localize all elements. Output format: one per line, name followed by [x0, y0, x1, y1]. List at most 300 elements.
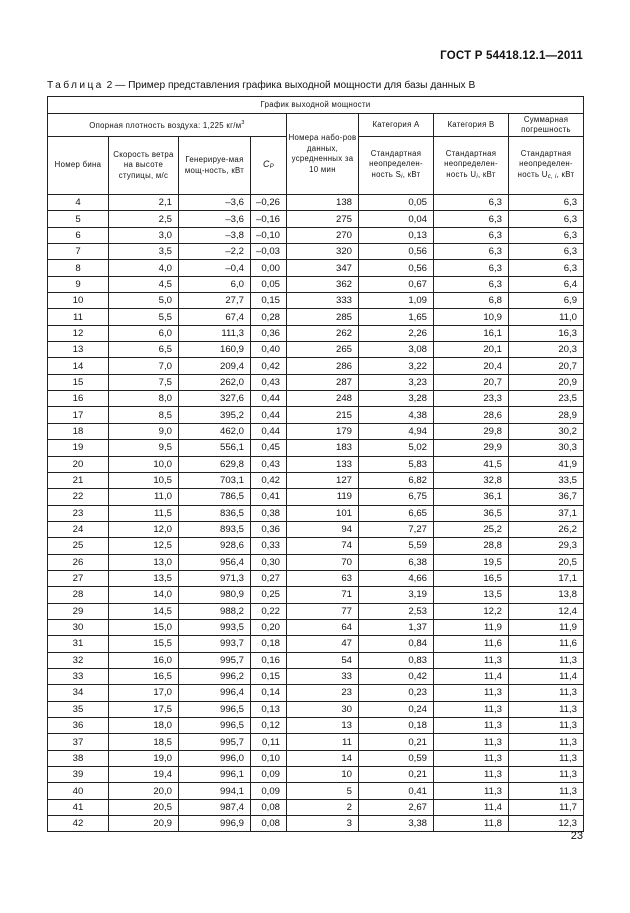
- power-output-cell: 987,4: [179, 799, 251, 815]
- std-uncertainty-si-cell: 4,38: [359, 407, 434, 423]
- bin-number-cell: 8: [48, 260, 109, 276]
- table-row: [48, 538, 584, 554]
- table-row: [48, 342, 584, 358]
- power-coefficient-cell: 0,16: [251, 652, 287, 668]
- std-uncertainty-uci-cell: 11,3: [509, 701, 584, 717]
- document-id: ГОСТ Р 54418.12.1—2011: [440, 50, 583, 62]
- power-output-cell: 993,5: [179, 619, 251, 635]
- std-uncertainty-ui-cell: 36,1: [434, 489, 509, 505]
- bin-number-cell: 30: [48, 619, 109, 635]
- power-coefficient-cell: 0,38: [251, 505, 287, 521]
- std-uncertainty-si-cell: 3,19: [359, 587, 434, 603]
- dataset-count-cell: 265: [287, 342, 359, 358]
- std-uncertainty-ui-cell: 11,8: [434, 816, 509, 832]
- bin-number-cell: 38: [48, 750, 109, 766]
- power-coefficient-cell: 0,09: [251, 783, 287, 799]
- caption-number: 2: [106, 80, 113, 91]
- std-uncertainty-si-cell: 6,38: [359, 554, 434, 570]
- power-output-cell: 971,3: [179, 570, 251, 586]
- std-uncertainty-si-cell: 0,18: [359, 718, 434, 734]
- power-output-cell: –3,8: [179, 227, 251, 243]
- std-uncertainty-ui-cell: 25,2: [434, 521, 509, 537]
- dataset-count-cell: 270: [287, 227, 359, 243]
- std-uncertainty-uci-cell: 30,2: [509, 423, 584, 439]
- dataset-count-cell: 71: [287, 587, 359, 603]
- std-uncertainty-ui-cell: 11,3: [434, 783, 509, 799]
- power-output-cell: 629,8: [179, 456, 251, 472]
- table-row: [48, 603, 584, 619]
- std-uncertainty-si-cell: 0,59: [359, 750, 434, 766]
- std-uncertainty-uci-cell: 11,7: [509, 799, 584, 815]
- std-uncertainty-si-cell: 5,02: [359, 440, 434, 456]
- table-row: [48, 718, 584, 734]
- wind-speed-cell: 6,5: [109, 342, 179, 358]
- table-row: [48, 211, 584, 227]
- table-row: [48, 652, 584, 668]
- bin-number-cell: 29: [48, 603, 109, 619]
- bin-number-cell: 18: [48, 423, 109, 439]
- table-row: [48, 309, 584, 325]
- std-uncertainty-uci-cell: 41,9: [509, 456, 584, 472]
- power-output-cell: 988,2: [179, 603, 251, 619]
- power-coefficient-cell: 0,05: [251, 276, 287, 292]
- std-uncertainty-si-cell: 0,05: [359, 195, 434, 211]
- power-coefficient-cell: 0,30: [251, 554, 287, 570]
- wind-speed-cell: 17,5: [109, 701, 179, 717]
- dataset-count-cell: 10: [287, 767, 359, 783]
- std-uncertainty-uci-cell: 11,3: [509, 734, 584, 750]
- wind-speed-cell: 8,0: [109, 391, 179, 407]
- bin-number-cell: 42: [48, 816, 109, 832]
- dataset-count-cell: 63: [287, 570, 359, 586]
- bin-number-cell: 32: [48, 652, 109, 668]
- std-uncertainty-uci-cell: 6,3: [509, 195, 584, 211]
- bin-number-cell: 20: [48, 456, 109, 472]
- std-uncertainty-uci-cell: 11,3: [509, 783, 584, 799]
- table-row: [48, 816, 584, 832]
- bin-number-cell: 39: [48, 767, 109, 783]
- power-output-cell: –3,6: [179, 195, 251, 211]
- bin-number-cell: 35: [48, 701, 109, 717]
- wind-speed-cell: 19,4: [109, 767, 179, 783]
- table-row: [48, 260, 584, 276]
- table-row: [48, 685, 584, 701]
- bin-number-cell: 10: [48, 293, 109, 309]
- power-coefficient-cell: 0,11: [251, 734, 287, 750]
- table-row: [48, 587, 584, 603]
- power-coefficient-cell: 0,36: [251, 521, 287, 537]
- table-row: [48, 799, 584, 815]
- power-output-cell: 995,7: [179, 734, 251, 750]
- power-coefficient-cell: 0,28: [251, 309, 287, 325]
- caption-label: Таблица: [47, 80, 104, 91]
- power-coefficient-cell: 0,40: [251, 342, 287, 358]
- power-coefficient-cell: –0,26: [251, 195, 287, 211]
- dataset-count-cell: 14: [287, 750, 359, 766]
- table-row: [48, 472, 584, 488]
- wind-speed-cell: 20,5: [109, 799, 179, 815]
- std-uncertainty-ui-cell: 41,5: [434, 456, 509, 472]
- table-row: [48, 505, 584, 521]
- power-coefficient-cell: –0,03: [251, 244, 287, 260]
- power-output-cell: –2,2: [179, 244, 251, 260]
- power-coefficient-cell: 0,20: [251, 619, 287, 635]
- power-coefficient-cell: 0,44: [251, 407, 287, 423]
- dataset-count-cell: 347: [287, 260, 359, 276]
- std-uncertainty-ui-cell: 29,8: [434, 423, 509, 439]
- std-uncertainty-ui-cell: 16,1: [434, 325, 509, 341]
- dataset-count-cell: 248: [287, 391, 359, 407]
- std-uncertainty-ui-cell: 19,5: [434, 554, 509, 570]
- std-uncertainty-ui-cell: 6,3: [434, 227, 509, 243]
- std-uncertainty-ui-cell: 36,5: [434, 505, 509, 521]
- wind-speed-cell: 11,5: [109, 505, 179, 521]
- table-row: [48, 407, 584, 423]
- std-uncertainty-si-cell: 0,56: [359, 260, 434, 276]
- power-coefficient-cell: 0,43: [251, 456, 287, 472]
- power-output-cell: 893,5: [179, 521, 251, 537]
- bin-number-cell: 24: [48, 521, 109, 537]
- std-uncertainty-ui-cell: 29,9: [434, 440, 509, 456]
- std-uncertainty-uci-cell: 6,4: [509, 276, 584, 292]
- std-uncertainty-ui-cell: 20,7: [434, 374, 509, 390]
- power-curve-table: [47, 96, 584, 832]
- power-output-cell: 556,1: [179, 440, 251, 456]
- std-uncertainty-ui-cell: 11,3: [434, 734, 509, 750]
- std-uncertainty-si-cell: 6,65: [359, 505, 434, 521]
- table-row: [48, 619, 584, 635]
- bin-number-cell: 28: [48, 587, 109, 603]
- std-uncertainty-ui-cell: 32,8: [434, 472, 509, 488]
- bin-number-cell: 13: [48, 342, 109, 358]
- power-output-cell: –0,4: [179, 260, 251, 276]
- std-uncertainty-uci-cell: 6,3: [509, 227, 584, 243]
- dataset-count-cell: 287: [287, 374, 359, 390]
- wind-speed-cell: 5,5: [109, 309, 179, 325]
- std-uncertainty-uci-cell: 11,3: [509, 718, 584, 734]
- bin-number-cell: 15: [48, 374, 109, 390]
- table-row: [48, 554, 584, 570]
- std-uncertainty-ui-cell: 13,5: [434, 587, 509, 603]
- std-uncertainty-si-cell: 2,67: [359, 799, 434, 815]
- wind-speed-cell: 17,0: [109, 685, 179, 701]
- bin-number-cell: 9: [48, 276, 109, 292]
- dataset-count-cell: 262: [287, 325, 359, 341]
- std-uncertainty-ui-cell: 11,3: [434, 767, 509, 783]
- std-uncertainty-ui-cell: 28,6: [434, 407, 509, 423]
- std-uncertainty-uci-cell: 29,3: [509, 538, 584, 554]
- table-row: [48, 325, 584, 341]
- std-uncertainty-si-cell: 0,67: [359, 276, 434, 292]
- dataset-count-cell: 286: [287, 358, 359, 374]
- power-output-cell: 993,7: [179, 636, 251, 652]
- std-uncertainty-ui-cell: 6,3: [434, 276, 509, 292]
- std-uncertainty-si-cell: 0,41: [359, 783, 434, 799]
- power-output-cell: 996,4: [179, 685, 251, 701]
- wind-speed-cell: 12,5: [109, 538, 179, 554]
- wind-speed-cell: 2,5: [109, 211, 179, 227]
- std-uncertainty-uci-cell: 11,3: [509, 767, 584, 783]
- std-uncertainty-uci-cell: 11,6: [509, 636, 584, 652]
- power-output-cell: 786,5: [179, 489, 251, 505]
- std-uncertainty-si-cell: 2,53: [359, 603, 434, 619]
- std-uncertainty-si-cell: 1,09: [359, 293, 434, 309]
- wind-speed-cell: 2,1: [109, 195, 179, 211]
- dataset-count-cell: 30: [287, 701, 359, 717]
- std-uncertainty-si-cell: 0,56: [359, 244, 434, 260]
- power-coefficient-cell: 0,42: [251, 472, 287, 488]
- power-coefficient-cell: –0,10: [251, 227, 287, 243]
- bin-number-header: Номер бина: [48, 137, 109, 195]
- std-uncertainty-uci-cell: 11,9: [509, 619, 584, 635]
- table-row: [48, 195, 584, 211]
- std-uncertainty-ui-cell: 16,5: [434, 570, 509, 586]
- std-uncertainty-si-cell: 0,23: [359, 685, 434, 701]
- wind-speed-cell: 4,0: [109, 260, 179, 276]
- dataset-count-cell: 74: [287, 538, 359, 554]
- std-uncertainty-ui-cell: 20,4: [434, 358, 509, 374]
- table-row: [48, 521, 584, 537]
- wind-speed-cell: 6,0: [109, 325, 179, 341]
- std-uncertainty-si-cell: 3,08: [359, 342, 434, 358]
- dataset-count-cell: 23: [287, 685, 359, 701]
- power-output-cell: 6,0: [179, 276, 251, 292]
- std-uncertainty-ui-cell: 11,3: [434, 718, 509, 734]
- wind-speed-cell: 12,0: [109, 521, 179, 537]
- bin-number-cell: 17: [48, 407, 109, 423]
- bin-number-cell: 41: [48, 799, 109, 815]
- category-a-header: Категория А: [359, 114, 434, 137]
- std-uncertainty-si-cell: 5,83: [359, 456, 434, 472]
- bin-number-cell: 16: [48, 391, 109, 407]
- dataset-count-cell: 133: [287, 456, 359, 472]
- power-output-cell: 980,9: [179, 587, 251, 603]
- power-coefficient-cell: 0,08: [251, 816, 287, 832]
- bin-number-cell: 4: [48, 195, 109, 211]
- caption-text: — Пример представления графика выходной мощности для базы данных В: [112, 80, 476, 91]
- power-coefficient-cell: 0,12: [251, 718, 287, 734]
- std-uncertainty-uci-cell: 20,9: [509, 374, 584, 390]
- std-uncertainty-si-cell: 2,26: [359, 325, 434, 341]
- dataset-count-cell: 13: [287, 718, 359, 734]
- power-coefficient-cell: 0,22: [251, 603, 287, 619]
- std-uncertainty-uci-cell: 30,3: [509, 440, 584, 456]
- table-title: График выходной мощности: [48, 97, 584, 114]
- std-uncertainty-ui-cell: 11,3: [434, 701, 509, 717]
- wind-speed-cell: 10,0: [109, 456, 179, 472]
- dataset-count-cell: 47: [287, 636, 359, 652]
- std-uncertainty-si-cell: 7,27: [359, 521, 434, 537]
- page-number: 23: [570, 830, 583, 842]
- std-uncertainty-ui-cell: 6,8: [434, 293, 509, 309]
- power-coefficient-cell: 0,10: [251, 750, 287, 766]
- table-row: [48, 570, 584, 586]
- power-output-cell: 209,4: [179, 358, 251, 374]
- std-uncertainty-ui-cell: 11,6: [434, 636, 509, 652]
- power-coefficient-cell: 0,42: [251, 358, 287, 374]
- power-coefficient-header: CP: [251, 137, 287, 195]
- bin-number-cell: 25: [48, 538, 109, 554]
- wind-speed-cell: 8,5: [109, 407, 179, 423]
- dataset-count-cell: 138: [287, 195, 359, 211]
- std-uncertainty-ui-cell: 6,3: [434, 260, 509, 276]
- table-row: [48, 734, 584, 750]
- power-output-header: Генерируе-мая мощ-ность, кВт: [179, 137, 251, 195]
- std-uncertainty-uci-cell: 11,3: [509, 685, 584, 701]
- table-row: [48, 489, 584, 505]
- power-output-cell: 462,0: [179, 423, 251, 439]
- wind-speed-cell: 7,0: [109, 358, 179, 374]
- dataset-count-cell: 285: [287, 309, 359, 325]
- bin-number-cell: 11: [48, 309, 109, 325]
- power-output-cell: 996,2: [179, 668, 251, 684]
- power-output-cell: 996,1: [179, 767, 251, 783]
- std-uncertainty-si-cell: 0,83: [359, 652, 434, 668]
- dataset-count-cell: 33: [287, 668, 359, 684]
- dataset-count-cell: 94: [287, 521, 359, 537]
- power-coefficient-cell: 0,43: [251, 374, 287, 390]
- power-coefficient-cell: 0,44: [251, 391, 287, 407]
- power-coefficient-cell: 0,25: [251, 587, 287, 603]
- power-output-cell: 327,6: [179, 391, 251, 407]
- power-coefficient-cell: 0,45: [251, 440, 287, 456]
- bin-number-cell: 21: [48, 472, 109, 488]
- wind-speed-cell: 4,5: [109, 276, 179, 292]
- bin-number-cell: 23: [48, 505, 109, 521]
- std-uncertainty-ui-cell: 12,2: [434, 603, 509, 619]
- std-uncertainty-uci-cell: 13,8: [509, 587, 584, 603]
- wind-speed-cell: 14,5: [109, 603, 179, 619]
- std-uncertainty-ui-header: Стандартная неопределен-ность Ui, кВт: [434, 137, 509, 195]
- table-row: [48, 783, 584, 799]
- std-uncertainty-uci-cell: 12,4: [509, 603, 584, 619]
- std-uncertainty-uci-cell: 6,3: [509, 211, 584, 227]
- dataset-count-cell: 179: [287, 423, 359, 439]
- bin-number-cell: 14: [48, 358, 109, 374]
- table-row: [48, 636, 584, 652]
- power-output-cell: 27,7: [179, 293, 251, 309]
- std-uncertainty-uci-cell: 33,5: [509, 472, 584, 488]
- std-uncertainty-uci-cell: 6,9: [509, 293, 584, 309]
- wind-speed-cell: 9,0: [109, 423, 179, 439]
- power-output-cell: 996,5: [179, 701, 251, 717]
- wind-speed-cell: 15,0: [109, 619, 179, 635]
- std-uncertainty-ui-cell: 11,3: [434, 652, 509, 668]
- table-row: [48, 668, 584, 684]
- power-output-cell: 262,0: [179, 374, 251, 390]
- std-uncertainty-si-cell: 5,59: [359, 538, 434, 554]
- dataset-count-header: Номера набо-ров данных, усредненных за 10 мин: [287, 114, 359, 195]
- dataset-count-cell: 183: [287, 440, 359, 456]
- power-coefficient-cell: 0,27: [251, 570, 287, 586]
- std-uncertainty-ui-cell: 28,8: [434, 538, 509, 554]
- power-coefficient-cell: 0,08: [251, 799, 287, 815]
- std-uncertainty-ui-cell: 10,9: [434, 309, 509, 325]
- power-coefficient-cell: 0,18: [251, 636, 287, 652]
- power-output-cell: 996,9: [179, 816, 251, 832]
- dataset-count-cell: 54: [287, 652, 359, 668]
- power-output-cell: 956,4: [179, 554, 251, 570]
- table-row: [48, 701, 584, 717]
- bin-number-cell: 22: [48, 489, 109, 505]
- std-uncertainty-si-cell: 1,37: [359, 619, 434, 635]
- power-output-cell: 996,5: [179, 718, 251, 734]
- total-uncertainty-header: Суммарная погрешность: [509, 114, 584, 137]
- wind-speed-cell: 10,5: [109, 472, 179, 488]
- std-uncertainty-ui-cell: 11,4: [434, 668, 509, 684]
- air-density-header: Опорная плотность воздуха: 1,225 $кг/м^3$: [48, 114, 287, 137]
- bin-number-cell: 27: [48, 570, 109, 586]
- power-coefficient-cell: 0,15: [251, 668, 287, 684]
- wind-speed-cell: 11,0: [109, 489, 179, 505]
- std-uncertainty-uci-cell: 11,0: [509, 309, 584, 325]
- dataset-count-cell: 101: [287, 505, 359, 521]
- wind-speed-cell: 16,5: [109, 668, 179, 684]
- power-coefficient-cell: 0,33: [251, 538, 287, 554]
- dataset-count-cell: 320: [287, 244, 359, 260]
- power-coefficient-cell: 0,44: [251, 423, 287, 439]
- power-output-cell: 703,1: [179, 472, 251, 488]
- power-output-cell: 995,7: [179, 652, 251, 668]
- std-uncertainty-ui-cell: 11,9: [434, 619, 509, 635]
- power-output-cell: 160,9: [179, 342, 251, 358]
- dataset-count-cell: 2: [287, 799, 359, 815]
- table-row: [48, 440, 584, 456]
- wind-speed-cell: 14,0: [109, 587, 179, 603]
- power-coefficient-cell: –0,16: [251, 211, 287, 227]
- std-uncertainty-uci-cell: 37,1: [509, 505, 584, 521]
- wind-speed-cell: 20,0: [109, 783, 179, 799]
- std-uncertainty-ui-cell: 11,3: [434, 685, 509, 701]
- table-row: [48, 391, 584, 407]
- wind-speed-cell: 9,5: [109, 440, 179, 456]
- std-uncertainty-uci-cell: 20,5: [509, 554, 584, 570]
- std-uncertainty-uci-cell: 12,3: [509, 816, 584, 832]
- std-uncertainty-uci-cell: 11,3: [509, 652, 584, 668]
- std-uncertainty-si-cell: 0,42: [359, 668, 434, 684]
- bin-number-cell: 34: [48, 685, 109, 701]
- power-output-cell: 996,0: [179, 750, 251, 766]
- wind-speed-cell: 18,5: [109, 734, 179, 750]
- std-uncertainty-si-cell: 0,13: [359, 227, 434, 243]
- table-row: [48, 456, 584, 472]
- bin-number-cell: 12: [48, 325, 109, 341]
- std-uncertainty-uci-cell: 17,1: [509, 570, 584, 586]
- table-row: [48, 374, 584, 390]
- power-coefficient-cell: 0,00: [251, 260, 287, 276]
- std-uncertainty-uci-cell: 11,4: [509, 668, 584, 684]
- dataset-count-cell: 5: [287, 783, 359, 799]
- wind-speed-cell: 16,0: [109, 652, 179, 668]
- wind-speed-cell: 7,5: [109, 374, 179, 390]
- std-uncertainty-si-cell: 3,38: [359, 816, 434, 832]
- bin-number-cell: 19: [48, 440, 109, 456]
- table-row: [48, 276, 584, 292]
- bin-number-cell: 26: [48, 554, 109, 570]
- power-coefficient-cell: 0,14: [251, 685, 287, 701]
- dataset-count-cell: 275: [287, 211, 359, 227]
- power-output-cell: 111,3: [179, 325, 251, 341]
- std-uncertainty-uci-cell: 36,7: [509, 489, 584, 505]
- dataset-count-cell: 77: [287, 603, 359, 619]
- bin-number-cell: 5: [48, 211, 109, 227]
- table-row: [48, 227, 584, 243]
- wind-speed-cell: 13,0: [109, 554, 179, 570]
- std-uncertainty-si-cell: 0,84: [359, 636, 434, 652]
- table-row: [48, 750, 584, 766]
- dataset-count-cell: 333: [287, 293, 359, 309]
- power-coefficient-cell: 0,09: [251, 767, 287, 783]
